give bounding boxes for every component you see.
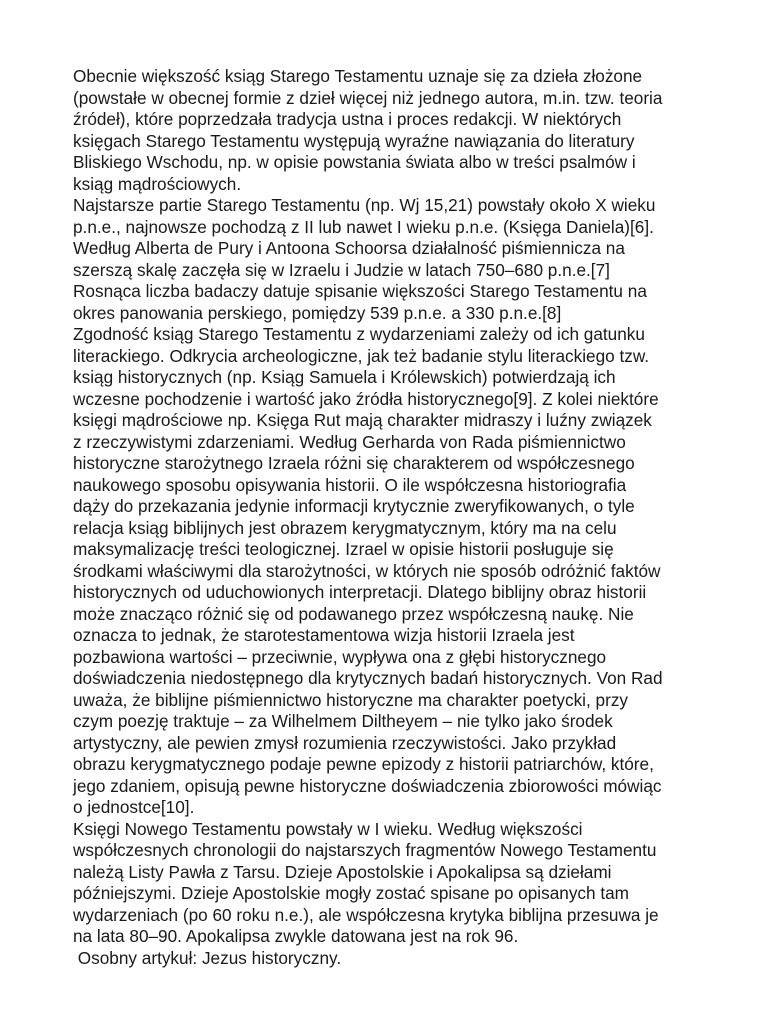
text-line: Zgodność ksiąg Starego Testamentu z wydarzeniami zależy od ich gatunku xyxy=(73,324,645,344)
text-line: dąży do przekazania jedynie informacji krytycznie zweryfikowanych, o tyle xyxy=(73,496,635,516)
text-line: jego zdaniem, opisują pewne historyczne doświadczenia zbiorowości mówiąc xyxy=(73,775,662,796)
text-line: artystyczny, ale pewien zmysł rozumienia rzeczywistości. Jako przykład xyxy=(73,732,617,753)
text-line: z rzeczywistymi zdarzeniami. Według Gerharda von Rada piśmiennictwo xyxy=(73,431,626,452)
text-line: p.n.e., najnowsze pochodzą z II lub nawet I wieku p.n.e. (Księga Daniela)[6]. xyxy=(73,216,654,237)
text-line: pozbawiona wartości – przeciwnie, wypływa ona z głębi historycznego xyxy=(73,646,607,667)
related-article-link[interactable]: Osobny artykuł: Jezus historyczny. xyxy=(73,947,342,968)
text-line: czym poezję traktuje – za Wilhelmem Diltheyem – nie tylko jako środek xyxy=(73,711,613,731)
text-line: Obecnie większość ksiąg Starego Testamentu uznaje się za dzieła złożone xyxy=(73,66,643,86)
text-line: o jednostce[10]. xyxy=(73,797,195,817)
text-line: maksymalizację treści teologicznej. Izrael w opisie historii posługuje się xyxy=(73,539,614,559)
text-line: współczesnych chronologii do najstarszych fragmentów Nowego Testamentu xyxy=(73,840,657,860)
text-line: może znacząco różnić się od podawanego przez współczesną naukę. Nie xyxy=(73,603,634,624)
text-line: Rosnąca liczba badaczy datuje spisanie większości Starego Testamentu na xyxy=(73,281,647,301)
text-line: na lata 80–90. Apokalipsa zwykle datowana jest na rok 96. xyxy=(73,926,519,946)
text-line: wydarzeniach (po 60 roku n.e.), ale współczesna krytyka biblijna przesuwa je xyxy=(73,904,659,925)
text-line: ksiąg mądrościowych. xyxy=(73,173,242,194)
document-text xyxy=(73,66,703,969)
text-line: środkami właściwymi dla starożytności, w których nie sposób odróżnić faktów xyxy=(73,560,661,581)
text-line: doświadczenia niedostępnego dla krytycznych badań historycznych. Von Rad xyxy=(73,668,663,688)
text-line: okres panowania perskiego, pomiędzy 539 p.n.e. a 330 p.n.e.[8] xyxy=(73,302,562,323)
text-line: ksiąg historycznych (np. Ksiąg Samuela i Królewskich) potwierdzają ich xyxy=(73,367,616,387)
text-line: źródeł), które poprzedzała tradycja ustna i proces redakcji. W niektórych xyxy=(73,109,622,129)
text-line: księgach Starego Testamentu występują wyraźne nawiązania do literatury xyxy=(73,130,635,151)
text-line: uważa, że biblijne piśmiennictwo historyczne ma charakter poetycki, przy xyxy=(73,689,629,710)
text-line: oznacza to jednak, że starotestamentowa wizja historii Izraela jest xyxy=(73,625,575,645)
text-line: Bliskiego Wschodu, np. w opisie powstania świata albo w treści psalmów i xyxy=(73,152,636,172)
text-line: relacja ksiąg biblijnych jest obrazem kerygmatycznym, który ma na celu xyxy=(73,517,617,538)
text-line: Według Alberta de Pury i Antoona Schoorsa działalność piśmiennicza na xyxy=(73,238,625,258)
text-line: księgi mądrościowe np. Księga Rut mają charakter midraszy i luźny związek xyxy=(73,410,652,430)
text-line: historyczne starożytnego Izraela różni się charakterem od współczesnego xyxy=(73,453,635,473)
text-line: historycznych od uduchowionych interpretacji. Dlatego biblijny obraz historii xyxy=(73,582,647,602)
text-line: szerszą skalę zaczęła się w Izraelu i Judzie w latach 750–680 p.n.e.[7] xyxy=(73,259,610,280)
text-line: późniejszymi. Dzieje Apostolskie mogły zostać spisane po opisanych tam xyxy=(73,883,629,903)
text-line: (powstałe w obecnej formie z dzieł więcej niż jednego autora, m.in. tzw. teoria xyxy=(73,87,663,108)
text-line: literackiego. Odkrycia archeologiczne, jak też badanie stylu literackiego tzw. xyxy=(73,345,650,366)
text-line: Najstarsze partie Starego Testamentu (np. Wj 15,21) powstały około X wieku xyxy=(73,195,656,215)
text-line: naukowego sposobu opisywania historii. O ile współczesna historiografia xyxy=(73,474,627,495)
text-line: Księgi Nowego Testamentu powstały w I wieku. Według większości xyxy=(73,818,583,839)
text-line: obrazu kerygmatycznego podaje pewne epizody z historii patriarchów, które, xyxy=(73,754,654,774)
text-line: wczesne pochodzenie i wartość jako źródła historycznego[9]. Z kolei niektóre xyxy=(73,388,659,409)
text-line: należą Listy Pawła z Tarsu. Dzieje Apostolskie i Apokalipsa są dziełami xyxy=(73,861,612,882)
